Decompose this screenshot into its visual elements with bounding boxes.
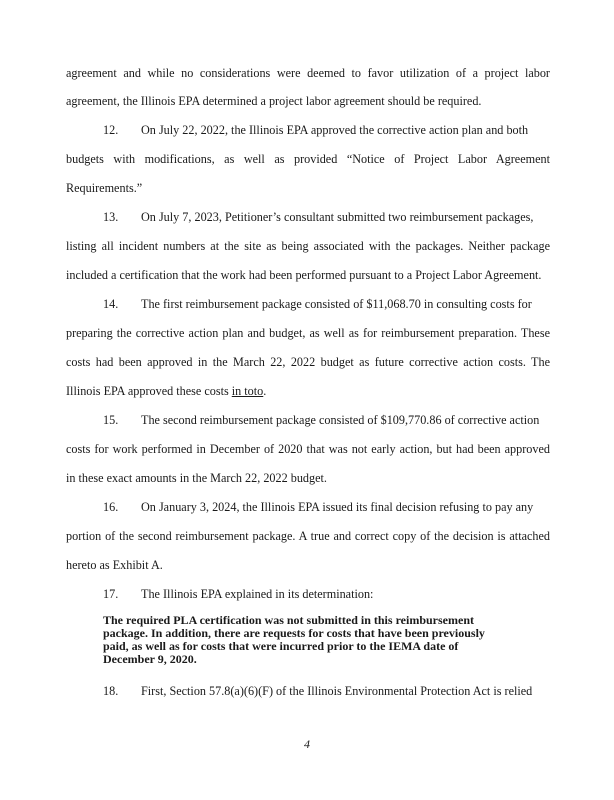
paragraph-18-text-1: First, Section 57.8(a)(6)(F) of the Illinois Environmental Protection Act is relied [141,684,533,698]
in-toto-underlined: in toto [231,384,264,398]
paragraph-12-text-1: On July 22, 2022, the Illinois EPA approved the corrective action plan and both [141,123,529,137]
paragraph-14-line-3: costs had been approved in the March 22, 2022 budget as future corrective action costs. The [66,355,550,369]
paragraph-15-line-3: in these exact amounts in the March 22, 2022 budget. [66,471,327,485]
paragraph-17-line-1 [103,587,550,601]
block-quote-line-3: paid, as well as for costs that were incurred prior to the IEMA date of [103,639,459,653]
carryover-line-1: agreement and while no considerations were deemed to favor utilization of a project labor [66,66,550,80]
paragraph-15-line-2: costs for work performed in December of 2020 that was not early action, but had been approved [66,442,550,456]
block-quote-line-1: The required PLA certification was not submitted in this reimbursement [103,613,474,627]
paragraph-13-line-2: listing all incident numbers at the site as being associated with the packages. Neither package [66,239,550,253]
paragraph-14-text-1: The first reimbursement package consisted of $11,068.70 in consulting costs for [141,297,532,311]
paragraph-13-line-1 [103,210,550,224]
paragraph-14-line-4 [66,384,550,398]
paragraph-16-line-1 [103,500,550,514]
paragraph-12-number: 12. [103,123,119,137]
paragraph-14-text-4a: Illinois EPA approved these costs [66,384,232,398]
paragraph-15-text-1: The second reimbursement package consisted of $109,770.86 of corrective action [141,413,540,427]
paragraph-14-text-4b: . [263,384,267,398]
paragraph-13-number: 13. [103,210,119,224]
paragraph-12-line-2: budgets with modifications, as well as provided “Notice of Project Labor Agreement [66,152,550,166]
paragraph-16-text-1: On January 3, 2024, the Illinois EPA issued its final decision refusing to pay any [141,500,534,514]
carryover-line-2: agreement, the Illinois EPA determined a project labor agreement should be required. [66,94,482,108]
paragraph-16-line-3: hereto as Exhibit A. [66,558,163,572]
page-number: 4 [304,737,310,751]
block-quote-line-2: package. In addition, there are requests for costs that have been previously [103,626,485,640]
paragraph-16-number: 16. [103,500,119,514]
paragraph-18-number: 18. [103,684,119,698]
paragraph-13-line-3: included a certification that the work had been performed pursuant to a Project Labor Agreement. [66,268,542,282]
paragraph-15-number: 15. [103,413,119,427]
paragraph-16-line-2: portion of the second reimbursement package. A true and correct copy of the decision is attached [66,529,550,543]
block-quote-line-4: December 9, 2020. [103,652,197,666]
paragraph-14-line-2: preparing the corrective action plan and budget, as well as for reimbursement preparation. These [66,326,550,340]
paragraph-17-number: 17. [103,587,119,601]
paragraph-14-line-1 [103,297,550,311]
paragraph-15-line-1 [103,413,550,427]
paragraph-17-text-1: The Illinois EPA explained in its determination: [141,587,374,601]
paragraph-12-line-3: Requirements.” [66,181,143,195]
paragraph-14-number: 14. [103,297,119,311]
paragraph-12-line-1 [103,123,550,137]
paragraph-18-line-1 [103,684,550,698]
paragraph-13-text-1: On July 7, 2023, Petitioner’s consultant submitted two reimbursement packages, [141,210,534,224]
